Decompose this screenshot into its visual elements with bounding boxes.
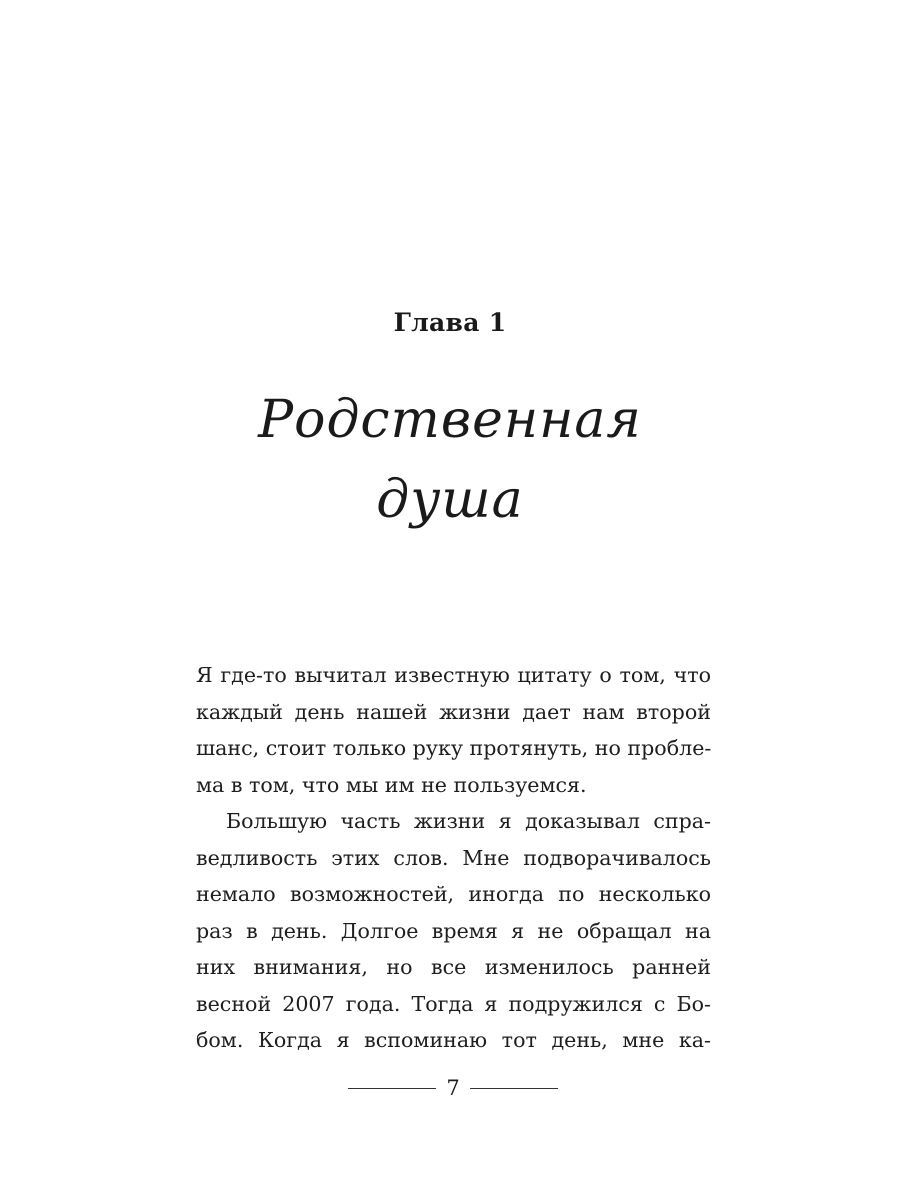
chapter-title-line-2: душа (376, 470, 524, 530)
page-number: 7 (446, 1076, 460, 1100)
paragraph-2 (196, 803, 711, 1059)
text-line: шанс, стоит только руку протянуть, но пробле- (196, 736, 712, 760)
text-line: Большую часть жизни я доказывал спра- (226, 809, 711, 833)
text-line: бом. Когда я вспоминаю тот день, мне ка- (196, 1028, 711, 1052)
chapter-label: Глава 1 (393, 308, 507, 337)
footer-rule-right (470, 1088, 558, 1089)
footer-rule-left (348, 1088, 436, 1089)
text-line: ма в том, что мы им не пользуемся. (196, 772, 587, 797)
text-line: них внимания, но все изменилось ранней (196, 955, 711, 979)
text-line: весной 2007 года. Тогда я подружился с Бо- (196, 991, 711, 1016)
page-footer (0, 1076, 900, 1106)
text-line: каждый день нашей жизни дает нам второй (196, 699, 711, 724)
text-line: немало возможностей, иногда по несколько (196, 882, 711, 906)
body-text (196, 657, 711, 1059)
paragraph-1 (196, 657, 711, 803)
text-line: Я где-то вычитал известную цитату о том, что (196, 663, 711, 687)
chapter-title-line-1: Родственная (258, 390, 642, 450)
text-line: ведливость этих слов. Мне подворачивалось (196, 845, 711, 870)
text-line: раз в день. Долгое время я не обращал на (196, 918, 711, 943)
